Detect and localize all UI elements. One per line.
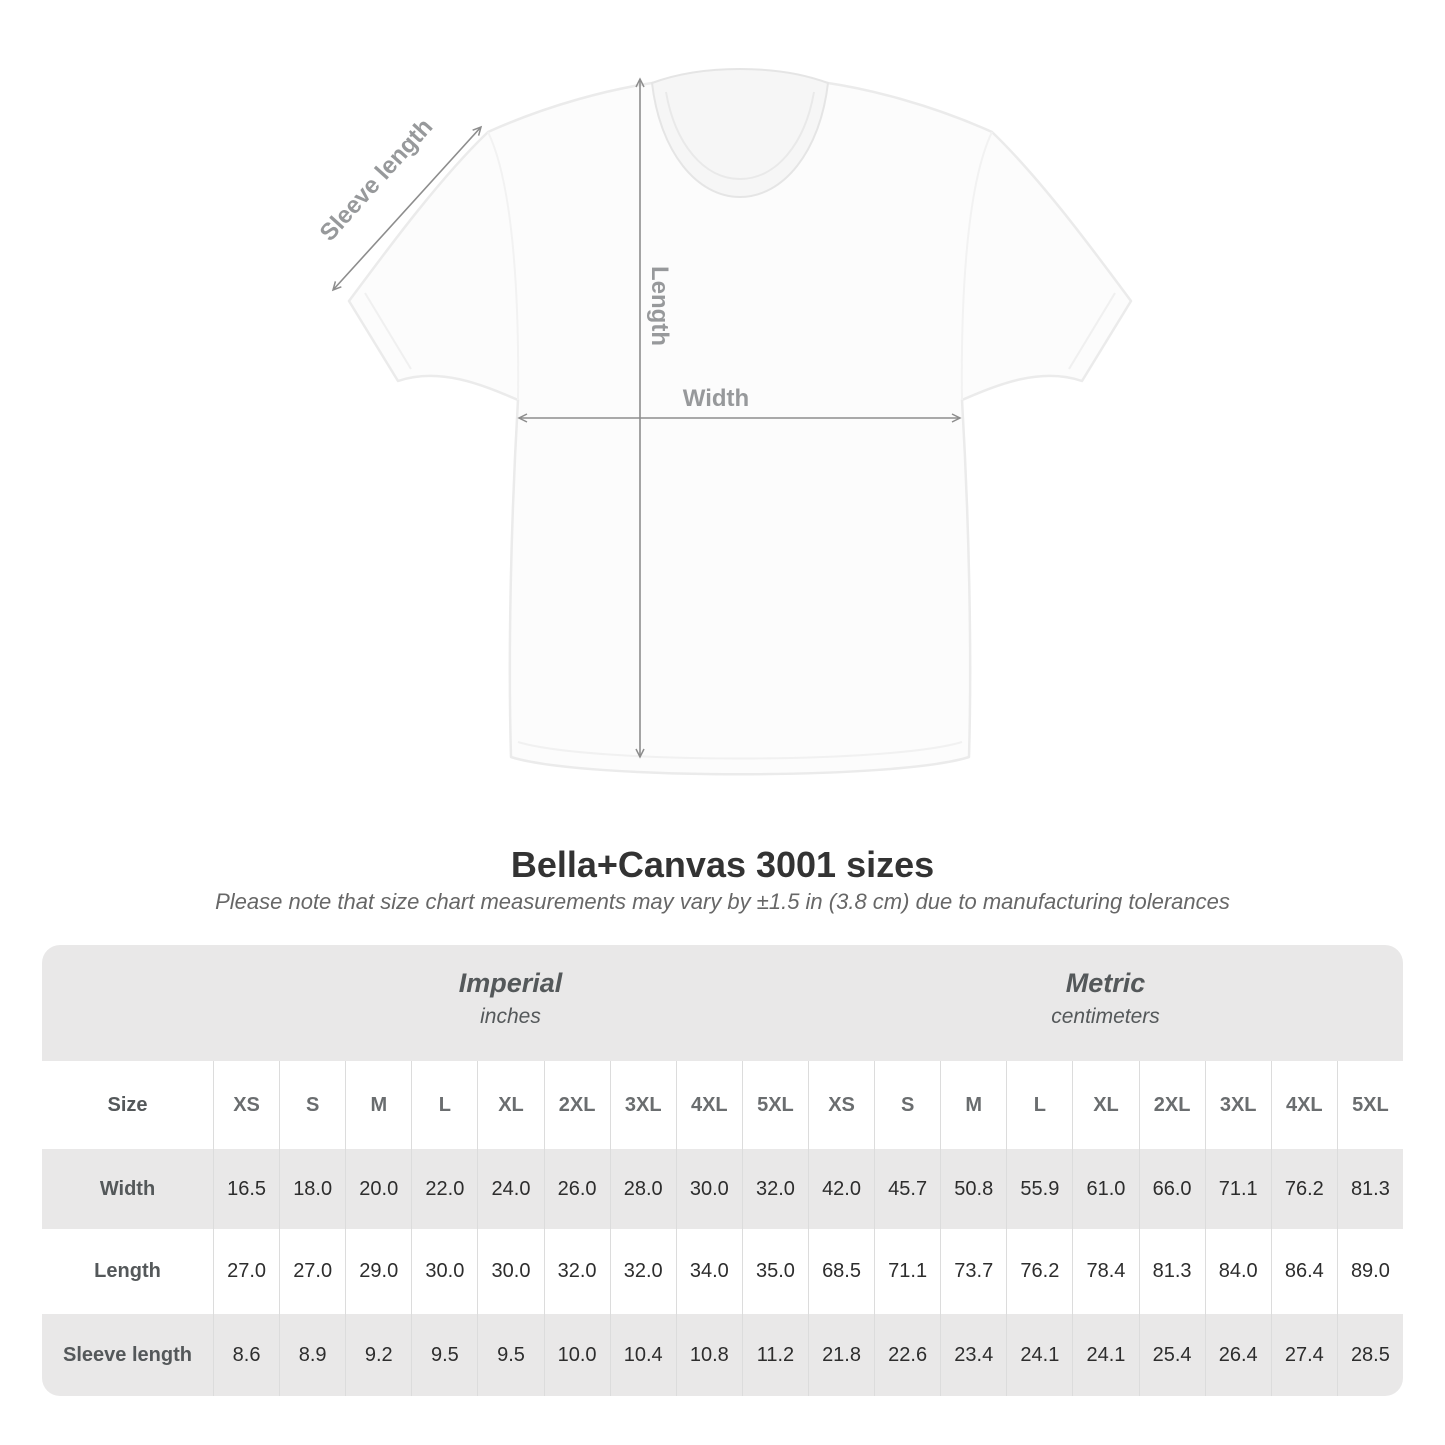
table-cell: 21.8 <box>808 1314 874 1396</box>
sleeve-length-label: Sleeve length <box>314 113 439 247</box>
table-cell: 30.0 <box>411 1229 477 1314</box>
table-cell: 28.5 <box>1337 1314 1403 1396</box>
table-cell: 27.0 <box>279 1229 345 1314</box>
metric-header <box>808 945 1403 1061</box>
size-col-header: M <box>345 1061 411 1149</box>
size-col-header: S <box>279 1061 345 1149</box>
table-cell: 18.0 <box>279 1149 345 1229</box>
size-col-header: 4XL <box>1271 1061 1337 1149</box>
size-col-header: 4XL <box>676 1061 742 1149</box>
table-cell: 84.0 <box>1205 1229 1271 1314</box>
table-cell: 20.0 <box>345 1149 411 1229</box>
width-row-label: Width <box>99 1177 156 1200</box>
table-cell: 30.0 <box>477 1229 543 1314</box>
table-cell: 8.9 <box>279 1314 345 1396</box>
table-cell: 9.5 <box>411 1314 477 1396</box>
imperial-label: Imperial <box>458 968 563 998</box>
size-col-header: 5XL <box>742 1061 808 1149</box>
unit-header-spacer <box>42 945 213 1061</box>
table-cell: 76.2 <box>1271 1149 1337 1229</box>
table-cell: 24.1 <box>1006 1314 1072 1396</box>
size-col-header: 3XL <box>1205 1061 1271 1149</box>
unit-header-band <box>42 945 1403 1061</box>
table-cell: 22.6 <box>874 1314 940 1396</box>
table-cell: 55.9 <box>1006 1149 1072 1229</box>
table-cell: 34.0 <box>676 1229 742 1314</box>
table-cell: 32.0 <box>610 1229 676 1314</box>
table-cell: 66.0 <box>1139 1149 1205 1229</box>
table-cell: 73.7 <box>940 1229 1006 1314</box>
table-row-size <box>42 1061 1403 1149</box>
size-col-header: 2XL <box>544 1061 610 1149</box>
table-cell: 71.1 <box>1205 1149 1271 1229</box>
table-cell: 9.5 <box>477 1314 543 1396</box>
table-cell: 27.4 <box>1271 1314 1337 1396</box>
metric-label: Metric <box>1065 968 1146 998</box>
table-cell: 10.8 <box>676 1314 742 1396</box>
table-cell: 26.0 <box>544 1149 610 1229</box>
table-cell: 23.4 <box>940 1314 1006 1396</box>
size-col-header: XL <box>1072 1061 1138 1149</box>
table-cell: 24.1 <box>1072 1314 1138 1396</box>
table-cell: 32.0 <box>742 1149 808 1229</box>
metric-unit: centimeters <box>1051 1005 1160 1028</box>
table-cell: 81.3 <box>1337 1149 1403 1229</box>
table-cell: 32.0 <box>544 1229 610 1314</box>
table-cell: 45.7 <box>874 1149 940 1229</box>
tshirt-image <box>349 69 1131 774</box>
table-cell: 86.4 <box>1271 1229 1337 1314</box>
table-row-length <box>42 1229 1403 1314</box>
length-label: Length <box>646 266 673 346</box>
table-cell: 81.3 <box>1139 1229 1205 1314</box>
table-cell: 27.0 <box>213 1229 279 1314</box>
size-col-header: L <box>411 1061 477 1149</box>
tolerance-note: Please note that size chart measurements may vary by ±1.5 in (3.8 cm) due to manufacturing tolerances <box>215 889 1230 914</box>
sleeve-length-row-label: Sleeve length <box>63 1343 192 1366</box>
table-cell: 10.0 <box>544 1314 610 1396</box>
table-cell: 30.0 <box>676 1149 742 1229</box>
table-row-sleeve-length <box>42 1314 1403 1396</box>
page-title: Bella+Canvas 3001 sizes <box>510 844 935 885</box>
width-label: Width <box>682 385 750 412</box>
table-cell: 16.5 <box>213 1149 279 1229</box>
size-col-header: XL <box>477 1061 543 1149</box>
table-cell: 22.0 <box>411 1149 477 1229</box>
table-row-width <box>42 1149 1403 1229</box>
size-table <box>42 945 1403 1396</box>
table-cell: 61.0 <box>1072 1149 1138 1229</box>
size-col-header: 5XL <box>1337 1061 1403 1149</box>
table-cell: 26.4 <box>1205 1314 1271 1396</box>
table-cell: 35.0 <box>742 1229 808 1314</box>
table-cell: 24.0 <box>477 1149 543 1229</box>
size-col-header: XS <box>808 1061 874 1149</box>
table-cell: 11.2 <box>742 1314 808 1396</box>
table-cell: 25.4 <box>1139 1314 1205 1396</box>
size-col-header: M <box>940 1061 1006 1149</box>
size-col-header: S <box>874 1061 940 1149</box>
table-cell: 78.4 <box>1072 1229 1138 1314</box>
table-cell: 89.0 <box>1337 1229 1403 1314</box>
size-col-header: XS <box>213 1061 279 1149</box>
size-col-header: L <box>1006 1061 1072 1149</box>
table-cell: 28.0 <box>610 1149 676 1229</box>
table-cell: 68.5 <box>808 1229 874 1314</box>
table-cell: 29.0 <box>345 1229 411 1314</box>
table-cell: 9.2 <box>345 1314 411 1396</box>
size-col-header: 3XL <box>610 1061 676 1149</box>
size-col-header: 2XL <box>1139 1061 1205 1149</box>
size-row-label: Size <box>107 1093 148 1116</box>
imperial-header <box>213 945 808 1061</box>
table-cell: 10.4 <box>610 1314 676 1396</box>
imperial-unit: inches <box>480 1005 541 1028</box>
table-cell: 8.6 <box>213 1314 279 1396</box>
table-cell: 76.2 <box>1006 1229 1072 1314</box>
length-row-label: Length <box>94 1260 161 1282</box>
table-cell: 50.8 <box>940 1149 1006 1229</box>
table-cell: 42.0 <box>808 1149 874 1229</box>
table-cell: 71.1 <box>874 1229 940 1314</box>
